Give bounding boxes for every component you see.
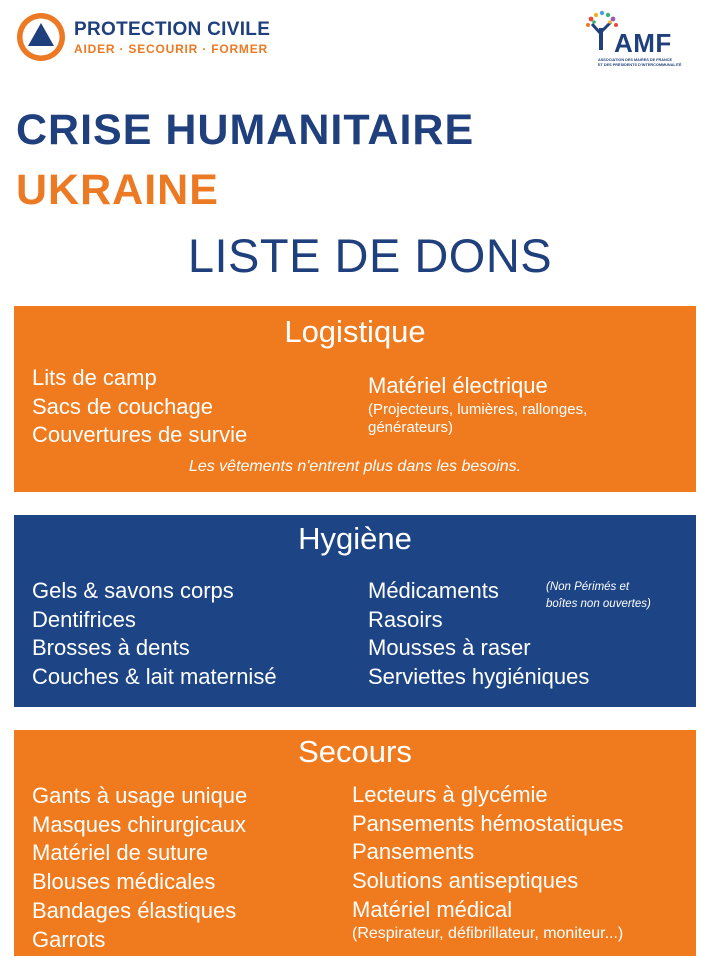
item-detail: (Projecteurs, lumières, rallonges,	[368, 400, 588, 418]
list-item: Rasoirs	[368, 606, 443, 632]
list-item: Masques chirurgicaux	[32, 811, 246, 837]
list-item: Sacs de couchage	[32, 393, 214, 419]
partner-logo	[582, 10, 702, 80]
section-logistique	[14, 306, 696, 492]
section-secours	[14, 730, 696, 956]
list-item: Couches & lait maternisé	[32, 664, 277, 690]
list-item: Blouses médicales	[32, 869, 216, 895]
list-item: Garrots	[32, 926, 106, 952]
section-note: Les vêtements n'entrent plus dans les besoins.	[188, 458, 522, 475]
list-item: Gants à usage unique	[32, 783, 248, 808]
list-item: Solutions antiseptiques	[352, 868, 579, 894]
list-item: Mousses à raser	[368, 635, 531, 661]
list-item: Couvertures de survie	[32, 422, 248, 448]
section-title: Hygiène	[298, 521, 412, 556]
section-hygiene	[14, 515, 696, 707]
list-item: Dentifrices	[32, 606, 136, 632]
medicaments-note: (Non Périmés et boîtes non ouvertes)	[546, 581, 651, 610]
section-title: Secours	[298, 734, 412, 769]
item-list-right	[352, 781, 624, 943]
list-item: Médicaments	[368, 578, 499, 603]
item-list-left	[32, 782, 247, 954]
org-name: PROTECTION CIVILE	[74, 19, 271, 40]
title-ukraine: UKRAINE	[16, 166, 219, 214]
list-item: Matériel médical	[352, 896, 513, 922]
item-detail: générateurs)	[368, 418, 454, 436]
item-list-left	[32, 577, 277, 692]
list-item: Bandages élastiques	[32, 897, 237, 923]
section-title: Logistique	[284, 314, 426, 349]
list-item: Lits de camp	[32, 365, 157, 390]
org-name-block	[74, 20, 270, 56]
title-crise-humanitaire: CRISE HUMANITAIRE	[16, 106, 475, 154]
list-item: Lecteurs à glycémie	[352, 782, 548, 807]
header	[0, 0, 720, 90]
org-tagline: AIDER · SECOURIR · FORMER	[74, 42, 268, 56]
partner-subtitle: ASSOCIATION DES MAIRES DE FRANCE ET DES PRÉSIDENTS D'INTERCOMMUNALITÉ	[598, 58, 682, 67]
list-item: Pansements hémostatiques	[352, 810, 624, 836]
list-item: Gels & savons corps	[32, 578, 234, 603]
partner-logo-text: AMF	[614, 28, 672, 58]
item-list-left	[32, 364, 247, 450]
list-item: Serviettes hygiéniques	[368, 664, 590, 690]
list-item: Matériel électrique	[368, 373, 548, 398]
list-item: Pansements	[352, 839, 475, 865]
item-detail: (Respirateur, défibrillateur, moniteur...)	[352, 924, 624, 942]
item-list-right	[368, 372, 587, 437]
triangle-in-circle-icon	[16, 12, 66, 62]
list-item: Matériel de suture	[32, 840, 209, 866]
list-item: Brosses à dents	[32, 635, 190, 661]
title-liste-de-dons: LISTE DE DONS	[187, 229, 553, 282]
